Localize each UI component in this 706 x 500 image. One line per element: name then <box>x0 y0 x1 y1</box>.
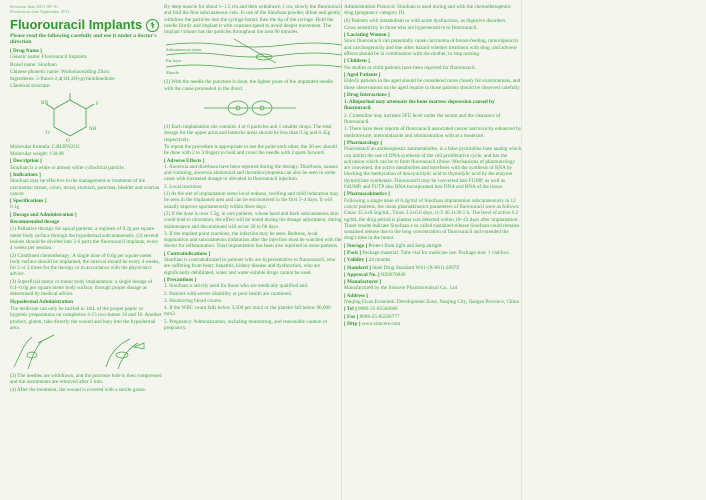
figure-note-2: (4) After the treatment, the wound is covered with a sterile gauze. <box>10 386 147 393</box>
ingredients: Ingredients: 5-fluoro-2,4(1H,3H)-pyrimidinedione <box>10 76 115 83</box>
lactating-text: Since fluorouracil can potentially cause carcinoma of breast-feeding, tumorigenicity and carcinogenicity and due other hazard whether treatment with drug, and adverse effects should be in combination with the mother, to stop nursing. <box>344 38 519 58</box>
approval-heading: [ Approval No. ] <box>344 271 380 278</box>
validity-text: 24 months <box>368 257 391 264</box>
section-heading-adverse: [ Adverse Effects ] <box>164 157 205 164</box>
implant-site-diagram <box>164 94 342 122</box>
tel-label: [ Tel ] <box>344 306 357 313</box>
section-heading-children: [ Children ] <box>344 58 370 65</box>
adverse-text: 1. Anorexia and diarrhoea have been reported during the therapy. Diarrhoea, nausea and vomiting, anorexia abdominal and thrombocytopenia can also be seen in some cases with increased dosage or elevated in fluorouracil injection. <box>164 163 338 183</box>
caduceus-icon: ⚕ <box>146 19 159 32</box>
section-heading-specifications: [ Specifications ] <box>10 198 47 205</box>
structure-label: Chemical structure: <box>10 83 51 90</box>
storage-heading: [ Storage ] <box>344 242 368 249</box>
section-heading-contraindications: [ Contraindications ] <box>164 250 211 257</box>
indications-text: Sinofuan may be effective in the management or treatment of the carcinoma: breast, colon, rectal, stomach, pancreas, bladder and ovarian cancer. <box>10 178 160 197</box>
manufacturer-text: Manufactured by the Simcere Pharmaceutical Co., Ltd <box>344 285 458 292</box>
standard-heading: [ Standard ] <box>344 264 371 271</box>
recommended-dosage: Recommended dosage <box>10 219 60 226</box>
chemical-structure-figure <box>10 92 162 142</box>
fax-line <box>344 314 522 320</box>
package-text: Package material: Tube vial for medicine use. Package size: 1 vial/box. <box>362 249 511 256</box>
children-text: No studies or child patients have been reported for fluorouracil. <box>344 64 476 71</box>
section-heading-dosage: [ Dosage and Administration ] <box>10 211 77 218</box>
approval-text: H20070048 <box>380 271 406 278</box>
col3-intro-2: (6) Patients with metabolism or with acute dysfunction, as digestive disorders. <box>344 17 507 24</box>
title-text: Fluorouracil Implants <box>10 16 143 32</box>
section-heading-manufacturer: [ Manufacturer ] <box>344 279 382 286</box>
section-heading-pharmacokinetics: [ Pharmacokinetics ] <box>344 191 390 198</box>
precaution-1: 1. Sinofuan is strictly used for those who are medically qualified and. <box>164 283 309 290</box>
svg-text:HN: HN <box>41 100 49 106</box>
interaction-2: 2. Cimetidine may increase 5FU level under the serum and the clearance of fluorouracil. <box>344 112 501 126</box>
molecule-diagram <box>10 92 162 142</box>
label-muscle: Muscle <box>166 70 179 76</box>
label-subcutaneous: Subcutaneous tissue <box>166 47 202 53</box>
standard-line <box>344 265 522 271</box>
local-reaction-1: (1) At the site of implantation some local redness, swelling and mild induration may be seen in the implanted area and can be encountered in the first 3~4 days. It will usually improve spontaneously within three days. <box>164 191 339 210</box>
precaution-4: 4. If the WBC count falls below 3,500 per mm3 or the platelet fall below 90,000 mm3. <box>164 305 331 318</box>
address-text: Nanjing Ficus Economic Development Zone, Nanjing City, Jiangsu Province, China <box>344 299 519 306</box>
svg-text:O: O <box>66 138 70 142</box>
local-reaction-2: (2) If the dose is over 1.5g, in rare patients, whose hand and back subcutaneous skin could lead to ulceration, the effect will be noted during the dosage adjustment, during maintenance and discontinued will occur 20 to 60 days. <box>164 210 342 230</box>
section-heading-aged: [ Aged Patients ] <box>344 71 381 78</box>
section-heading-lactating: [ Lactating Women ] <box>344 32 390 39</box>
precaution-3: 3. Monitoring blood counts. <box>164 297 223 304</box>
molecular-formula: Molecular formula: C4H3FN2O2 <box>10 143 80 150</box>
svg-text:NH: NH <box>89 126 97 132</box>
local-reactions-heading: 2. Local reactions: <box>164 183 203 190</box>
arm-implant-figure <box>10 333 162 371</box>
description-text: Sinofuan is a white or almost white cylindrical particle. <box>10 164 126 171</box>
fax-label: [ Fax ] <box>344 313 359 320</box>
document-title <box>10 17 162 33</box>
web-text: www.simcere.com <box>361 320 401 327</box>
aged-text: Elderly patients in the aged should be considered more closely for examinations, and those observations on the aged require in those patients should be observed carefully. <box>344 78 521 91</box>
validity-line <box>344 257 522 263</box>
precaution-5: 5. Pregnancy: Administration, including monitoring, and reasonable caution in pregnancy. <box>164 318 327 331</box>
interaction-1: 1. Allopurinol may attenuate the bone marrow depression caused by fluorouracil. <box>344 99 495 112</box>
tel-text: 0086-25-85566666 <box>357 306 398 313</box>
section-heading-interactions: [ Drug Interactions ] <box>344 91 390 98</box>
dosage-item-2: (2) Combined chemotherapy: A single dose of 0.6g per square meter body surface should be implanted, the interval should be every 4 weeks, for 2 or 3 times for the therapy or in accordance with the physician's advice. <box>10 252 160 278</box>
col3-intro: Administration Protocol: Sinofuan is used during and with the chemotherapeutic drug (pregnancy category D). <box>344 4 512 17</box>
precaution-2: 2. Patients with severe disability or poor health are cautioned. <box>164 290 293 297</box>
column-3 <box>344 4 694 498</box>
validity-heading: [ Validity ] <box>344 257 368 264</box>
tel-line <box>344 306 522 312</box>
web-label: [ Http ] <box>344 320 361 327</box>
interaction-3: 3. There have been reports of fluorouracil associated cancer and toxicity enhanced by methotrexate, metronidazole and administration with at a moderate. <box>344 126 522 139</box>
generic-name: Generic name: Fluorouracil Implants <box>10 54 87 61</box>
contraindications-text: Sinofuan is contraindicated in patients who are hypersensitive to fluorouracil, who are suffering from heart, hepatitis, kidney disease and dysfunction, who are significantly debilitated, water and water-soluble drugs cannot be used. <box>164 257 336 276</box>
local-reaction-3: 3. If the implant point reactions, the infection may be seen. Redness, local suppuration and subcutaneous induration after the injection must be watched with the doctor for inflammation. Total implantation has been also reported in some patients. <box>164 230 342 250</box>
procedure-intro: By deep muscle for about 1~1.5 cm and then withdrawn 1 cm, slowly the fluorouracil and fold the first subcutaneous vein. In use of the Sinofuan powder, dilute and gently withdraw the particles into the syringe barrel, then the tip of the syringe. Hold the needle firmly and implant it with constant speed to avoid deeper movement. The implant volume has the particles throughout the area 90 minutes. <box>164 4 342 36</box>
implant-site-figure <box>164 94 342 122</box>
pharmacokinetics-text: Following a single dose of 0.4g/m2 of Sinofuan implantation subcutaneously in 12 cancer patients, the mean plasmakinetics parameters of fluorouracil were as follows: Cmax 25.2±8.5ng/mL, Tmax 2.2±0.6 days, t1/2 46.1±20.5 h. The level of active 0.2 ng/mL the drug period is plasma was detected within 10~43 days after implantation. These results indicate Sinofuan a so called sustained-release Sinofuan could remains sustained release due to the long concentration of fluorouracil and extended the drug's time in the tumor. <box>344 197 520 242</box>
tissue-layers-figure <box>164 37 342 77</box>
svg-text:F: F <box>96 101 99 107</box>
fax-text: 0086-25-85566777 <box>359 313 400 320</box>
dosage-item-3: (3) Superficial tumor or tumor body implantation: a single dosage of 0.4~0.6g per square meter body surface, through proper dosage as determined by medical advice. <box>10 278 153 298</box>
label-fat: Fat layer <box>166 58 182 64</box>
section-heading-indications: [ Indications ] <box>10 171 41 178</box>
section-heading-address: [ Address ] <box>344 292 368 299</box>
molecular-weight: Molecular weight: 130.08 <box>10 151 64 158</box>
figure-caption-a: (2) With the needle the puncture is done, the lighter point of the implanted needle with the cause proceeded in the direct. <box>164 79 333 92</box>
section-heading-pharmacology: [ Pharmacology ] <box>344 139 383 146</box>
read-notice: Please read the following carefully and use it under a doctor's direction <box>10 32 157 46</box>
section-heading-description: [ Description ] <box>10 158 42 165</box>
package-line <box>344 250 522 256</box>
standard-text: State Drug Standard WS1-(X-001)-2007Z <box>372 264 460 271</box>
col3-intro-3: Cross sensitivity in those who are hypersensitive to fluorouracil. <box>344 24 478 31</box>
column-1 <box>10 4 162 498</box>
column-2 <box>164 4 342 498</box>
storage-line <box>344 243 522 249</box>
dosage-item-1: (1) Palliative therapy for apical patients: a regimen of 0.2g per square meter body surface through the hypodermal subcutaneously. (2) several lesions should be divided into 3-6 parts the fluorouracil implants, every 4 weeks per session. <box>10 226 159 252</box>
section-heading-drug-name: [ Drug Name ] <box>10 48 42 54</box>
production-date: Production date September 2011 <box>10 9 70 15</box>
pharmacology-text: Fluorouracil an antineoplastic antimetabolite, is a false pyrimidine base analog which can inhibit the use of DNA synthesis of the cell proliferative cycle, and has the activation which can be to form fluorouracil ribose. Mechanisms of pharmacology are converted, the active metabolites and interferes with the synthesis of RNA by blocking the methylation of deoxyuridylic acid to thymidylic acid by the enzyme thymidylate synthetase. Fluorouracil may be converted into FUMP, as well as FdUMP, and FUTP also RNA incorporated into DNA and RNA of the tissue. <box>344 146 522 191</box>
column-3-inner <box>344 4 522 328</box>
hypodermal-heading: Hypodermal Administration <box>10 298 73 305</box>
web-line <box>344 321 522 327</box>
figure-text-b: To repeat the procedure is appropriate to use the point each other, the 30 sec should be done with 2 to 3 fingers to hold and cover the needle with 2 spots forward. <box>164 143 337 157</box>
chinese-name: Chinese phonetic name: Wufuniaomiding Zhiru <box>10 68 110 75</box>
tissue-layers-diagram <box>164 37 342 77</box>
hypodermal-text: The medicine can only be carried in 1mL of the proper peptic or hygienic preparations on completion 4-15 two-lumen 18 and 16. Another product, gluten, take directly the wound and bury into the hypodermal area. <box>10 305 162 331</box>
section-heading-precautions: [ Precautions ] <box>164 276 197 283</box>
specifications-text: 0.1g <box>10 204 20 211</box>
arm-illustration <box>10 333 162 371</box>
figure-caption-b: (3) Each implantation site contains 4 or 6 particles and 1 smaller drops. The total dosage for the upper arms and buttocks areas should be less than 0.3g and 0.45g respectively. <box>164 124 332 143</box>
storage-text: Protect from light and keep airtight. <box>368 242 443 249</box>
svg-text:O: O <box>46 130 50 136</box>
figure-note-1: (3) The needles are withdrawn, and the puncture hole is then compressed and the instruments are removed after 5 min. <box>10 373 162 386</box>
revision-date: Revision date 2011-09-10 <box>10 4 58 9</box>
package-heading: [ Pack ] <box>344 249 361 256</box>
approval-line <box>344 272 522 278</box>
brand-name: Brand name: Sinofuan <box>10 61 57 68</box>
